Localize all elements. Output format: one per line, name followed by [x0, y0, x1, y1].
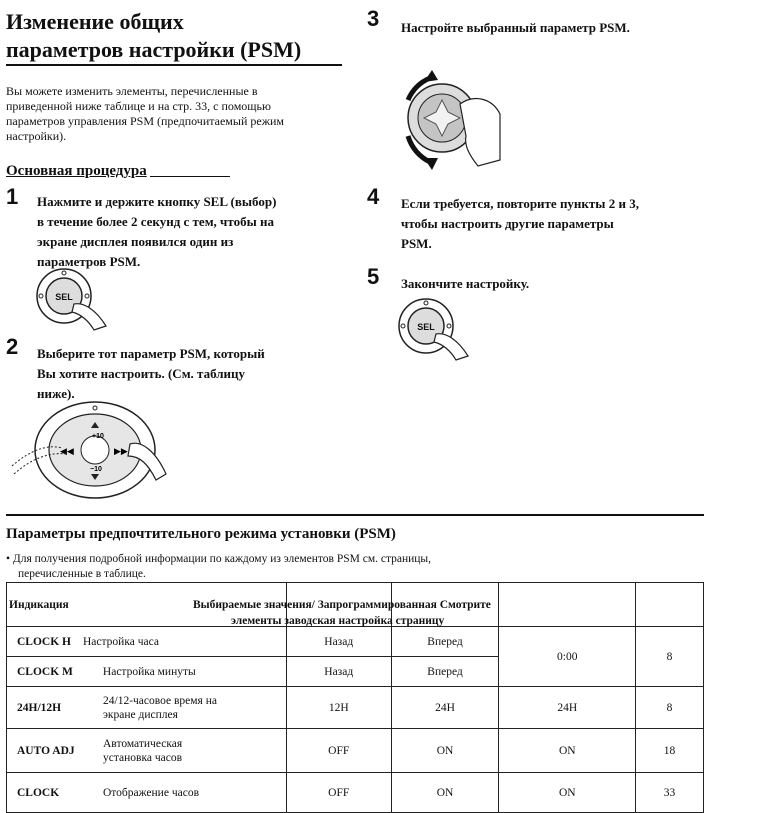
row-default: 24H — [499, 687, 636, 729]
row-page: 8 — [636, 627, 704, 687]
row-desc: Настройка минуты — [102, 665, 196, 678]
row-default: ON — [499, 773, 636, 813]
heading-rule — [150, 176, 230, 177]
title-line-2: параметров настройки (PSM) — [6, 37, 302, 62]
track-dial-icon — [10, 400, 170, 504]
header-indication-cell — [7, 583, 491, 627]
table-row — [7, 687, 704, 729]
step-4-number: 4 — [367, 184, 380, 209]
step-5-number: 5 — [367, 264, 380, 289]
step-3-number: 3 — [367, 6, 380, 31]
row-value-2: 24H — [391, 687, 499, 729]
table-header-row — [7, 583, 704, 627]
row-code: CLOCK — [17, 786, 60, 799]
row-value-1: OFF — [286, 729, 391, 773]
step-3-text: Настройте выбранный параметр PSM. — [401, 20, 630, 35]
row-value-1: Назад — [286, 627, 391, 657]
row-value-2: ON — [391, 773, 499, 813]
svg-text:◀◀: ◀◀ — [60, 446, 74, 456]
basic-procedure-heading: Основная процедура — [6, 163, 147, 179]
page-title — [6, 8, 301, 64]
row-desc: Автоматическая установка часов — [103, 737, 183, 764]
header-rest-line-1: Выбираемые значения/ Запрограммированная Смотрите — [193, 599, 491, 611]
title-underline — [6, 64, 342, 66]
row-code: CLOCK M — [17, 665, 73, 678]
row-code: AUTO ADJ — [17, 744, 75, 757]
plus10-label: +10 — [92, 433, 104, 440]
section-title: Параметры предпочтительного режима установки (PSM) — [6, 526, 396, 542]
row-page: 8 — [636, 687, 704, 729]
sel-label: SEL — [55, 292, 73, 302]
step-2-text: Выберите тот параметр PSM, который Вы хотите настроить. (См. таблицу ниже). — [37, 346, 265, 401]
section-note — [6, 552, 431, 582]
intro-paragraph: Вы можете изменить элементы, перечисленные в приведенной ниже таблице и на стр. 33, с помощью параметров управления PSM (предпочитаемый режим настройки). — [6, 84, 285, 143]
row-value-2: Вперед — [391, 657, 499, 687]
table-row — [7, 773, 704, 813]
row-desc: Отображение часов — [103, 786, 199, 799]
step-5-text: Закончите настройку. — [401, 276, 530, 291]
psm-table — [6, 582, 704, 813]
step-4-text: Если требуется, повторите пункты 2 и 3, чтобы настроить другие параметры PSM. — [401, 196, 639, 251]
step-2-number: 2 — [6, 334, 19, 359]
row-default: ON — [499, 729, 636, 773]
svg-text:▶▶: ▶▶ — [114, 446, 128, 456]
note-line-2: перечисленные в таблице. — [18, 568, 146, 580]
note-line-1: • Для получения подробной информации по каждому из элементов PSM см. страницы, — [6, 553, 432, 565]
row-default: 0:00 — [499, 627, 636, 687]
row-value-2: Вперед — [391, 627, 499, 657]
row-desc: 24/12-часовое время на экране дисплея — [103, 694, 217, 721]
sel-label-2: SEL — [417, 322, 435, 332]
sel-button-icon — [34, 266, 110, 332]
header-indication: Индикация — [9, 598, 69, 611]
table-row — [7, 729, 704, 773]
header-rest — [193, 597, 523, 629]
row-code: 24H/12H — [17, 701, 62, 714]
row-value-2: ON — [391, 729, 499, 773]
table-row — [7, 627, 704, 657]
section-rule — [6, 514, 704, 516]
row-value-1: Назад — [286, 657, 391, 687]
sel-button-icon-2 — [396, 296, 472, 362]
row-value-1: 12H — [286, 687, 391, 729]
row-page: 33 — [636, 773, 704, 813]
minus10-label: −10 — [90, 466, 102, 473]
header-rest-line-2: элементы заводская настройка страницу — [231, 615, 445, 627]
row-value-1: OFF — [286, 773, 391, 813]
row-code: CLOCK H — [17, 635, 71, 648]
row-page: 18 — [636, 729, 704, 773]
step-1-text: Нажмите и держите кнопку SEL (выбор) в течение более 2 секунд с тем, чтобы на экране дисплея появился один из параметров PSM. — [37, 194, 277, 269]
step-1-number: 1 — [6, 184, 19, 209]
title-line-1: Изменение общих — [6, 9, 184, 34]
rotary-knob-icon — [394, 64, 504, 176]
row-desc: Настройка часа — [83, 635, 159, 648]
